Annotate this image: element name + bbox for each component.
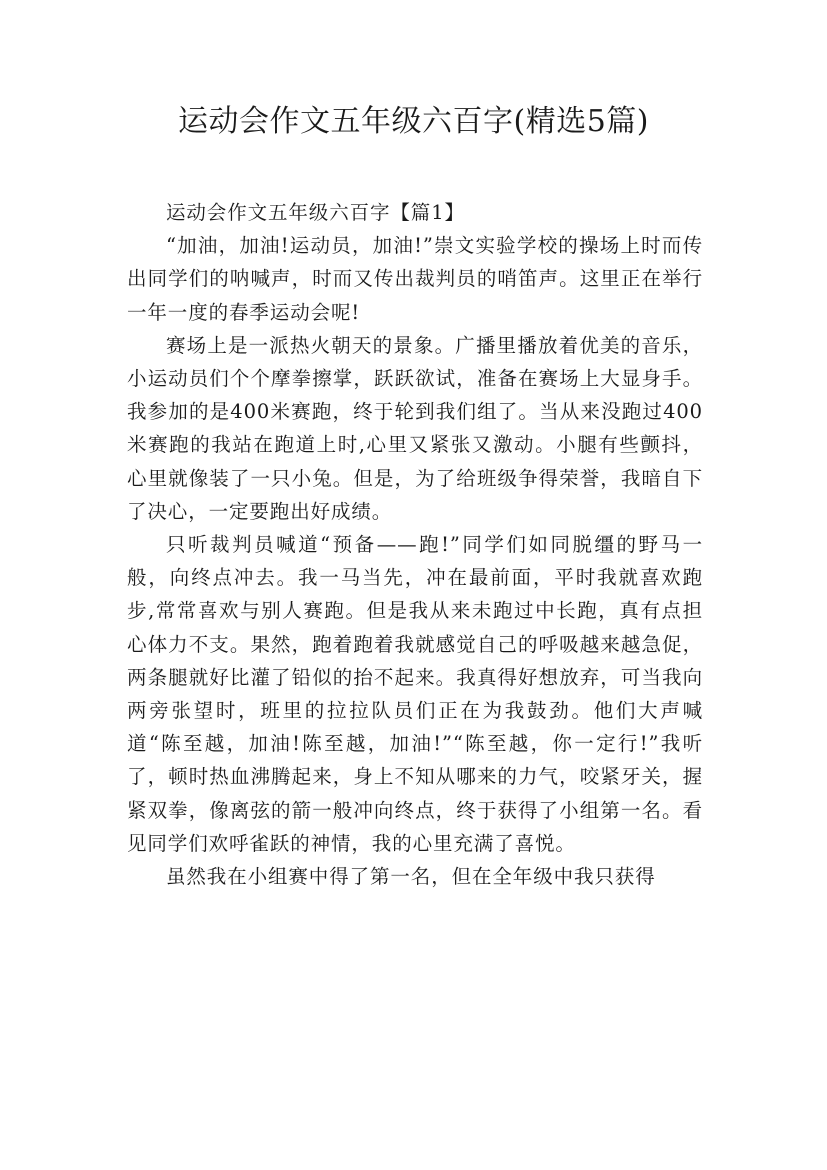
paragraph: 虽然我在小组赛中得了第一名，但在全年级中我只获得 [166, 865, 656, 889]
document-body [127, 196, 703, 893]
paragraph: 赛场上是一派热火朝天的景象。广播里播放着优美的音乐，小运动员们个个摩拳擦掌，跃跃欲试，准备在赛场上大显身手。我参加的是400米赛跑，终于轮到我们组了。当从来没跑过400米赛跑的我站在跑道上时,心里又紧张又激动。小腿有些颤抖，心里就像装了一只小兔。但是，为了给班级争得荣誉，我暗自下了决心，一定要跑出好成绩。 [127, 333, 703, 523]
paragraph: 只听裁判员喊道“预备——跑!”同学们如同脱缰的野马一般，向终点冲去。我一马当先，冲在最前面，平时我就喜欢跑步,常常喜欢与别人赛跑。但是我从来未跑过中长跑，真有点担心体力不支。果然，跑着跑着我就感觉自己的呼吸越来越急促，两条腿就好比灌了铅似的抬不起来。我真得好想放弃，可当我向两旁张望时，班里的拉拉队员们正在为我鼓劲。他们大声喊道“陈至越，加油!陈至越，加油!”“陈至越，你一定行!”我听了，顿时热血沸腾起来，身上不知从哪来的力气，咬紧牙关，握紧双拳，像离弦的箭一般冲向终点，终于获得了小组第一名。看见同学们欢呼雀跃的神情，我的心里充满了喜悦。 [127, 533, 703, 855]
paragraph: “加油，加油!运动员，加油!”崇文实验学校的操场上时而传出同学们的呐喊声，时而又传出裁判员的哨笛声。这里正在举行一年一度的春季运动会呢! [127, 234, 703, 324]
section-heading: 运动会作文五年级六百字【篇1】 [166, 201, 465, 224]
document-title: 运动会作文五年级六百字(精选5篇) [178, 104, 649, 139]
